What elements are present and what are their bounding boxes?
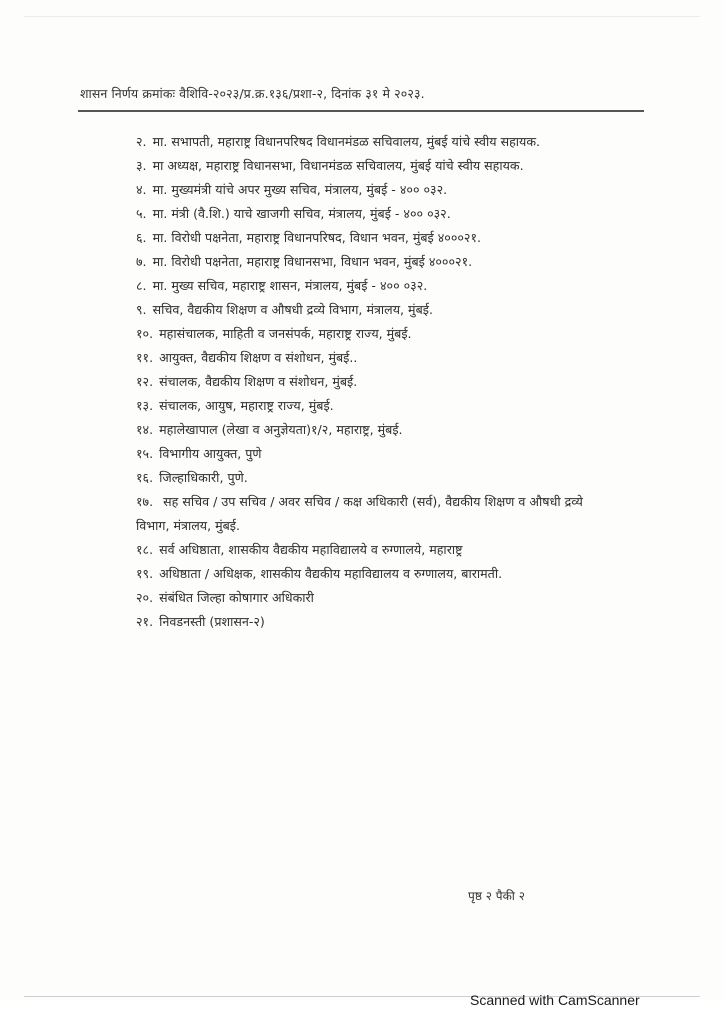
list-item — [136, 586, 616, 610]
list-item — [136, 442, 616, 466]
item-number: १४. — [136, 422, 154, 437]
list-item — [136, 274, 616, 298]
item-text: आयुक्त, वैद्यकीय शिक्षण व संशोधन, मुंबई.. — [159, 350, 358, 365]
item-number: ९. — [136, 302, 147, 317]
item-text: मा अध्यक्ष, महाराष्ट्र विधानसभा, विधानमंडळ सचिवालय, मुंबई यांचे स्वीय सहायक. — [152, 158, 524, 173]
item-number: २१. — [136, 614, 154, 629]
item-number: १३. — [136, 398, 154, 413]
list-item — [136, 370, 616, 394]
item-text: सह सचिव / उप सचिव / अवर सचिव / कक्ष अधिकारी (सर्व), वैद्यकीय शिक्षण व औषधी द्रव्ये विभाग, मंत्रालय, मुंबई. — [136, 494, 583, 533]
list-item — [136, 250, 616, 274]
item-number: १०. — [136, 326, 154, 341]
item-text: मा. मंत्री (वै.शि.) याचे खाजगी सचिव, मंत्रालय, मुंबई - ४०० ०३२. — [152, 206, 451, 221]
item-number: २. — [136, 134, 147, 149]
list-item — [136, 562, 616, 586]
item-number: १९. — [136, 566, 154, 581]
list-item — [136, 178, 616, 202]
list-item — [136, 346, 616, 370]
list-item — [136, 610, 616, 634]
list-item — [136, 418, 616, 442]
item-number: १५. — [136, 446, 154, 461]
item-number: ४. — [136, 182, 147, 197]
list-item — [136, 298, 616, 322]
list-item — [136, 394, 616, 418]
item-text: जिल्हाधिकारी, पुणे. — [159, 470, 248, 485]
item-number: ६. — [136, 230, 147, 245]
distribution-list — [136, 130, 616, 634]
item-text: मा. विरोधी पक्षनेता, महाराष्ट्र विधानसभा, विधान भवन, मुंबई ४०००२१. — [152, 254, 473, 269]
item-text: मा. मुख्य सचिव, महाराष्ट्र शासन, मंत्रालय, मुंबई - ४०० ०३२. — [152, 278, 428, 293]
item-number: ५. — [136, 206, 147, 221]
header-divider — [78, 110, 644, 112]
item-text: अधिष्ठाता / अधिक्षक, शासकीय वैद्यकीय महाविद्यालय व रुग्णालय, बारामती. — [159, 566, 503, 581]
item-text: विभागीय आयुक्त, पुणे — [159, 446, 262, 461]
item-number: १६. — [136, 470, 154, 485]
item-number: ७. — [136, 254, 147, 269]
list-item — [136, 490, 616, 538]
item-text: महासंचालक, माहिती व जनसंपर्क, महाराष्ट्र राज्य, मुंबई. — [159, 326, 412, 341]
item-number: २०. — [136, 590, 154, 605]
list-item — [136, 322, 616, 346]
item-number: ८. — [136, 278, 147, 293]
list-item — [136, 130, 616, 154]
item-text: सचिव, वैद्यकीय शिक्षण व औषधी द्रव्ये विभाग, मंत्रालय, मुंबई. — [152, 302, 433, 317]
item-text: संचालक, आयुष, महाराष्ट्र राज्य, मुंबई. — [159, 398, 334, 413]
item-text: महालेखापाल (लेखा व अनुज्ञेयता)१/२, महाराष्ट्र, मुंबई. — [159, 422, 403, 437]
item-text: निवडनस्ती (प्रशासन-२) — [159, 614, 265, 629]
page-number: पृष्ठ २ पैकी २ — [468, 889, 525, 903]
list-item — [136, 154, 616, 178]
item-number: १७. — [136, 494, 154, 509]
item-text: मा. सभापती, महाराष्ट्र विधानपरिषद विधानमंडळ सचिवालय, मुंबई यांचे स्वीय सहायक. — [152, 134, 541, 149]
list-item — [136, 466, 616, 490]
document-header: शासन निर्णय क्रमांकः वैशिवि-२०२३/प्र.क्र.१३६/प्रशा-२, दिनांक ३१ मे २०२३. — [80, 86, 425, 101]
list-item — [136, 538, 616, 562]
list-item — [136, 226, 616, 250]
list-item — [136, 202, 616, 226]
item-number: १८. — [136, 542, 154, 557]
item-text: संचालक, वैद्यकीय शिक्षण व संशोधन, मुंबई. — [159, 374, 358, 389]
item-number: १२. — [136, 374, 154, 389]
item-text: सर्व अधिष्ठाता, शासकीय वैद्यकीय महाविद्यालये व रुग्णालये, महाराष्ट्र — [159, 542, 463, 557]
item-text: मा. मुख्यमंत्री यांचे अपर मुख्य सचिव, मंत्रालय, मुंबई - ४०० ०३२. — [152, 182, 448, 197]
item-number: ३. — [136, 158, 147, 173]
item-text: मा. विरोधी पक्षनेता, महाराष्ट्र विधानपरिषद, विधान भवन, मुंबई ४०००२१. — [152, 230, 482, 245]
page-top-edge — [24, 16, 700, 17]
camscanner-watermark: Scanned with CamScanner — [470, 992, 640, 1008]
item-number: ११. — [136, 350, 154, 365]
item-text: संबंधित जिल्हा कोषागार अधिकारी — [159, 590, 314, 605]
